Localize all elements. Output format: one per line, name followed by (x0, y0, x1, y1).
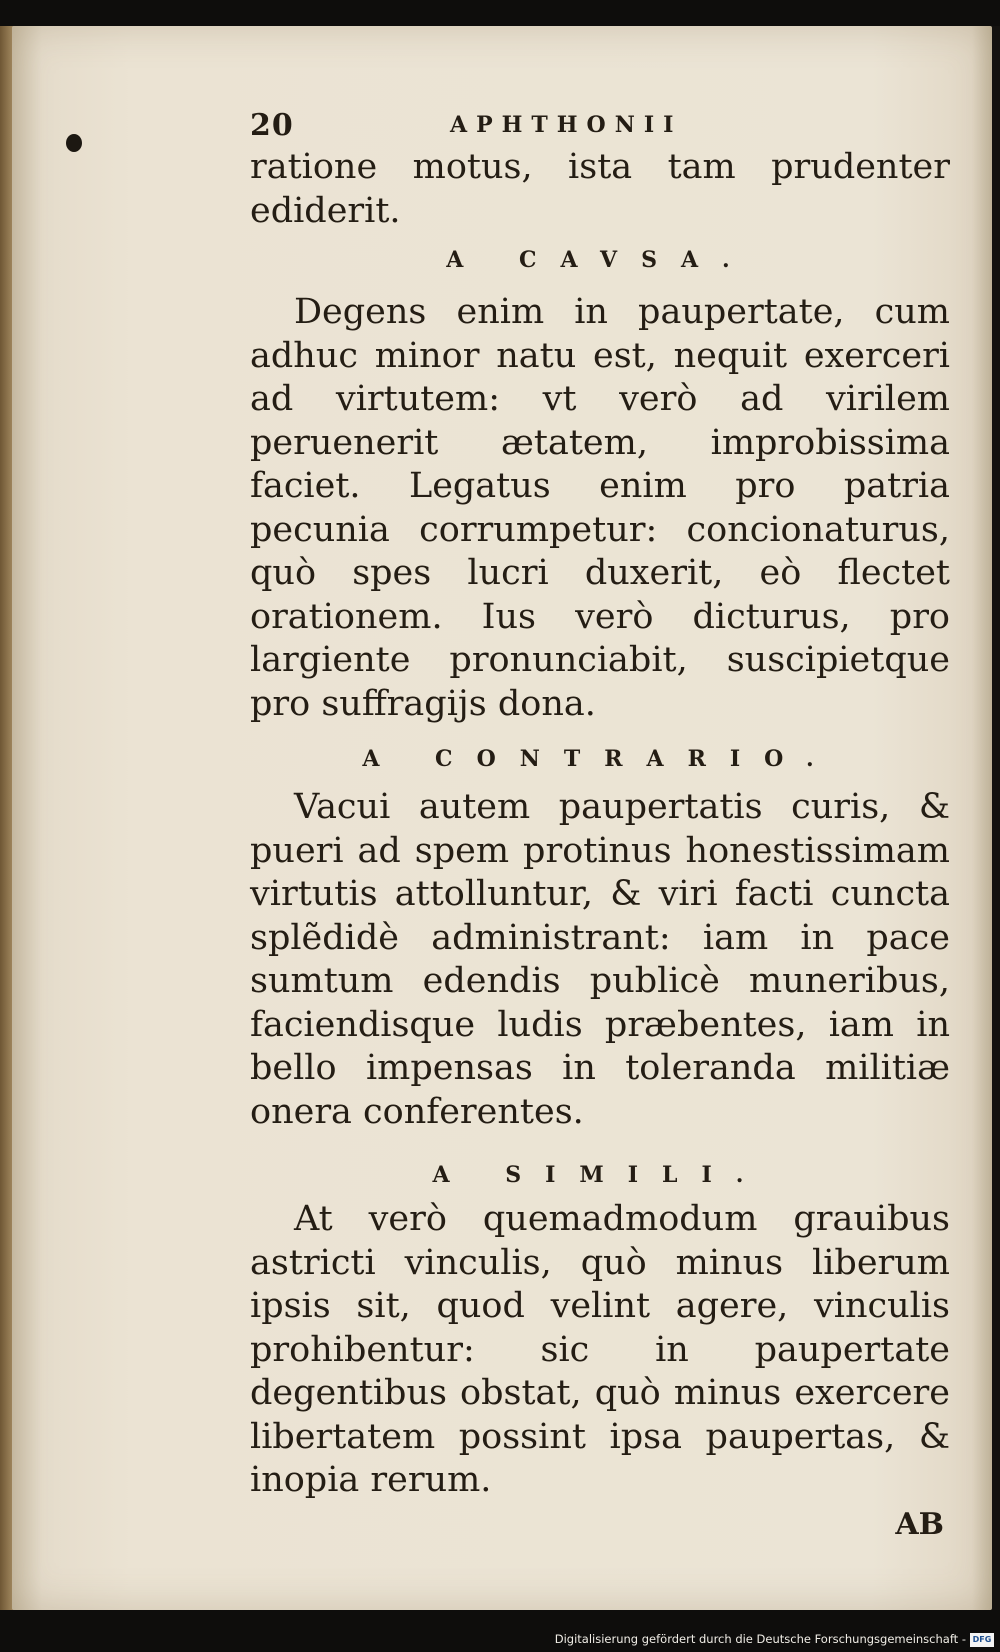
digitization-footer (0, 1610, 1000, 1652)
paragraph-simili: At verò quemadmodum grauibus astricti vinculis, quò minus liberum ipsis sit, quod velint agere, vinculis prohibentur: sic in paupertate degentibus obstat, quò minus exercere libertatem possint ipsa paupertas, & inopia rerum. (250, 1199, 950, 1500)
page-number: 20 (250, 108, 294, 143)
running-head (250, 100, 950, 146)
ink-spot-mark (66, 134, 82, 152)
dfg-logo-icon: DFG (970, 1633, 994, 1647)
section-heading-simili: A SIMILI. (432, 1162, 768, 1188)
section-heading-contrario: A CONTRARIO. (362, 746, 838, 772)
running-title: APHTHONII (450, 112, 683, 138)
paragraph-causa: Degens enim in paupertate, cum adhuc minor natu est, nequit exerceri ad virtutem: vt verò ad virilem peruenerit ætatem, improbissima faciet. Legatus enim pro patria pecunia corrumpetur: concionaturus, quò spes lucri duxerit, eò flectet orationem. Ius verò dicturus, pro largiente pronunciabit, suscipietque pro suffragijs dona. (250, 292, 950, 724)
section-heading-causa: A CAVSA. (446, 247, 754, 273)
paragraph-contrario: Vacui autem paupertatis curis, & pueri ad spem protinus honestissimam virtutis attolluntur, & viri facti cuncta splẽdidè administrant: iam in pace sumtum edendis publicè muneribus, faciendisque ludis præbentes, iam in bello impensas in toleranda militiæ onera conferentes. (250, 787, 950, 1132)
catchword: AB (895, 1506, 944, 1542)
scan-border-top (0, 0, 1000, 26)
opening-paragraph: ratione motus, ista tam prudenter ediderit. (250, 147, 950, 231)
funding-credit: Digitalisierung gefördert durch die Deutsche Forschungsgemeinschaft - (554, 1632, 966, 1646)
page-content (250, 100, 950, 1542)
